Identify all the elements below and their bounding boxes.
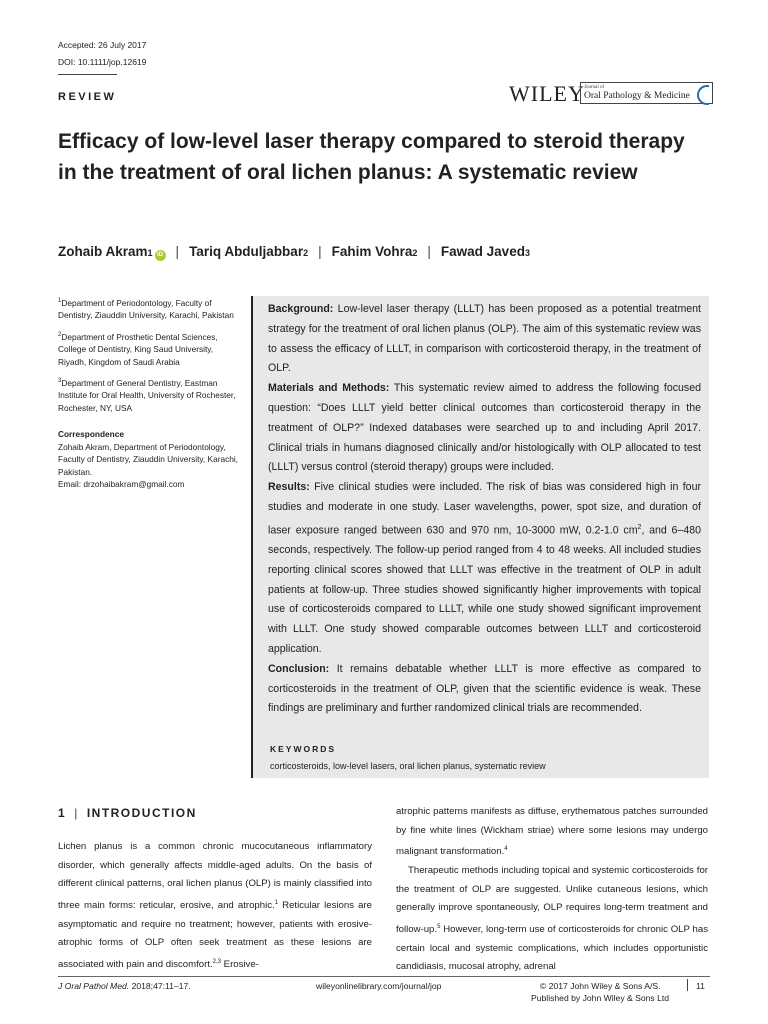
author-name[interactable]: Tariq Abduljabbar <box>189 244 304 259</box>
author-affil-sup: 3 <box>524 248 530 258</box>
footer-publisher: Published by John Wiley & Sons Ltd <box>531 993 670 1003</box>
intro-left-column <box>58 838 372 975</box>
intro-paragraph: Therapeutic methods including topical and systemic corticosteroids for the treatment of OLP are suggested. Unlike cutaneous lesions, which generally improve spontaneously, OLP requires long-term treatment and follow-up.$^5$ However, long-term use of corticosteroids for chronic OLP has certain local and systemic complications, which includes opportunistic candidiasis, mucosal atrophy, adrenal <box>396 864 708 973</box>
intro-paragraph: Lichen planus is a common chronic mucocutaneous inflammatory disorder, which generally affects middle-aged adults. On the basis of different clinical patterns, oral lichen planus (OLP) is mainly classified into three main forms: reticular, erosive, and atrophic.$^1$ Reticular lesions are asymptomatic and require no treatment; however, patients with erosive-atrophic forms of OLP often seek treatment as these lesions are associated with pain and discomfort.$^{2,3}$ Erosive- <box>58 841 372 970</box>
keywords-heading: KEYWORDS <box>270 744 337 754</box>
journal-logo-mark-icon <box>697 85 709 105</box>
journal-logo <box>580 82 713 104</box>
author-name[interactable]: Zohaib Akram <box>58 244 148 259</box>
affiliation-item: $^1$Department of Periodontology, Faculty of Dentistry, Ziauddin University, Karachi, Pakistan <box>58 297 234 321</box>
footer-url[interactable]: wileyonlinelibrary.com/journal/jop <box>316 981 442 991</box>
author-separator: | <box>318 244 322 259</box>
footer-copyright: © 2017 John Wiley & Sons A/S. <box>540 981 661 991</box>
accepted-date: Accepted: 26 July 2017 <box>58 40 147 50</box>
footer-citation: J Oral Pathol Med. 2018;47:11–17. <box>58 981 191 991</box>
keywords-list: corticosteroids, low-level lasers, oral lichen planus, systematic review <box>270 761 546 771</box>
intro-paragraph: atrophic patterns manifests as diffuse, erythematous patches surrounded by fine white lines (Wickham striae) where some lesions may undergo malignant transformation.$^4$ <box>396 806 708 858</box>
article-type-label: REVIEW <box>58 91 117 103</box>
journal-logo-small: Journal of <box>584 84 605 90</box>
affiliation-item: $^2$Department of Prosthetic Dental Sciences, College of Dentistry, King Saud University, Riyadh, Kingdom of Saudi Arabia <box>58 331 218 367</box>
correspondence-email[interactable]: Email: drzohaibakram@gmail.com <box>58 479 185 490</box>
author-separator: | <box>427 244 431 259</box>
intro-right-column <box>396 803 708 977</box>
correspondence-address: Zohaib Akram, Department of Periodontology, Faculty of Dentistry, Ziauddin University, Karachi, Pakistan. <box>58 441 238 477</box>
abstract-results: Results: Five clinical studies were included. The risk of bias was considered high in four studies and moderate in one study. Laser wavelengths, power, spot size, and duration of laser exposure ranged between 630 and 970 nm, 10-3000 mW, 0.2-1.0 $cm^2$, and 6–480 seconds, respectively. The follow-up period ranged from 4 to 48 weeks. All included studies reporting clinical scores showed that LLLT was effective in the treatment of OLP in adult patients at follow-up. Three studies showed significantly higher improvements with topical use of corticosteroids compared to LLLT, while one study showed significant improvement with LLLT. One study showed comparable outcomes between LLLT and corticosteroid application. <box>268 481 702 656</box>
author-list <box>58 244 530 261</box>
footer-rule <box>58 976 710 977</box>
abstract-box <box>251 296 709 778</box>
doi[interactable]: DOI: 10.1111/jop.12619 <box>58 57 147 67</box>
section-heading: 1 | INTRODUCTION <box>58 806 197 820</box>
header-rule <box>58 74 117 75</box>
author-affil-sup: 2 <box>303 248 309 258</box>
abstract-conclusion: Conclusion: It remains debatable whether LLLT is more effective as compared to corticosteroids in the treatment of OLP, given that the scientific evidence is weak. These findings are preliminary and further randomized clinical trials are recommended. <box>268 662 701 715</box>
journal-logo-name: Oral Pathology & Medicine <box>584 90 690 101</box>
abstract-background: Background: Low-level laser therapy (LLLT) has been proposed as a potential treatment strategy for the treatment of oral lichen planus (OLP). The aim of this systematic review was to assess the efficacy of LLLT, in comparison with corticosteroid therapy, in the treatment of OLP. <box>268 303 701 375</box>
publisher-logo: WILEY <box>509 81 585 106</box>
footer-divider <box>687 979 688 991</box>
abstract-body <box>253 296 709 719</box>
page-number: 11 <box>696 981 705 991</box>
author-affil-sup: 1 <box>147 248 153 258</box>
author-name[interactable]: Fahim Vohra <box>331 244 413 259</box>
author-name[interactable]: Fawad Javed <box>440 244 525 259</box>
abstract-methods: Materials and Methods: This systematic review aimed to address the following focused question: “Does LLLT yield better clinical outcomes than corticosteroid therapy in the treatment of OLP?” Indexed databases were searched up to and including April 2017. Clinical trials in humans diagnosed clinically and/or histologically with OLP allocated to test (LLLT) versus control (steroid therapy) groups were included. <box>268 382 701 474</box>
author-affil-sup: 2 <box>412 248 418 258</box>
orcid-icon[interactable]: iD <box>155 250 166 261</box>
article-title: Efficacy of low-level laser therapy compared to steroid therapy in the treatment of oral lichen planus: A systematic review <box>58 130 685 184</box>
author-separator: | <box>175 244 180 259</box>
affiliations <box>58 295 243 491</box>
affiliation-item: $^3$Department of General Dentistry, Eastman Institute for Oral Health, University of Rochester, Rochester, NY, USA <box>58 377 236 413</box>
correspondence-heading: Correspondence <box>58 429 124 440</box>
